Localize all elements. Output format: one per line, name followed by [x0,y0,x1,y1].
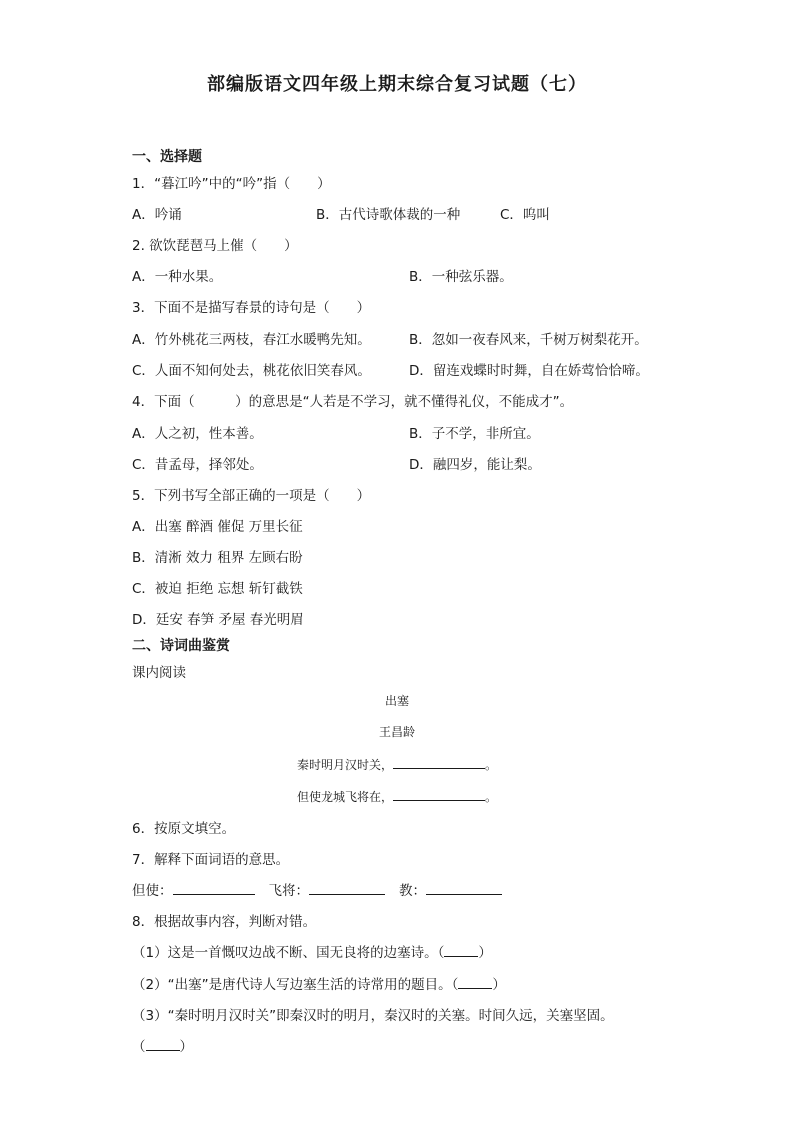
item-2-close: ） [492,977,506,993]
question-6-stem: 6．按原文填空。 [132,821,236,837]
poem-line-2-end: 。 [485,790,498,804]
question-1-option-b: B．古代诗歌体裁的一种 [316,207,461,223]
question-5-option-a: A．出塞 醉酒 催促 万里长征 [132,519,303,535]
question-1-stem: 1．“暮江吟”中的“吟”指（ ） [132,176,331,192]
term-feijiang-label: 飞将： [268,883,309,899]
term-jiao-label: 教： [399,883,426,899]
question-3-stem: 3．下面不是描写春景的诗句是（ ） [132,300,371,316]
question-1-option-a: A．吟诵 [132,207,182,223]
page-title: 部编版语文四年级上期末综合复习试题（七） [207,74,587,95]
term-danshi-blank[interactable] [173,880,255,895]
poem-line-1-text: 秦时明月汉时关， [296,758,393,772]
item-3-blank[interactable] [146,1036,180,1051]
poem-line-2-text: 但使龙城飞将在， [296,790,393,804]
item-1-blank[interactable] [444,942,478,957]
poem-author: 王昌龄 [378,725,415,739]
term-danshi-label: 但使： [132,883,173,899]
question-2-stem: 2. 欲饮琵琶马上催（ ） [132,238,298,254]
question-4-option-d: D．融四岁，能让梨。 [409,457,541,473]
question-8-item-3: （3）“秦时明月汉时关”即秦汉时的明月，秦汉时的关塞。时间久远，关塞坚固。 [132,1008,614,1024]
question-5-option-c: C．被迫 拒绝 忘想 斩钉截铁 [132,581,303,597]
item-3-open: （ [132,1039,146,1055]
item-2-blank[interactable] [458,974,492,989]
question-3-option-b: B．忽如一夜春风来，千树万树梨花开。 [409,332,648,348]
question-5-option-d: D．廷安 春笋 矛屋 春光明眉 [132,612,304,628]
question-4-option-b: B．子不学，非所宜。 [409,426,540,442]
question-7-terms [132,879,502,899]
question-8-item-2 [132,973,506,993]
question-4-option-a: A．人之初，性本善。 [132,426,263,442]
question-5-stem: 5．下列书写全部正确的一项是（ ） [132,488,371,504]
poem-title: 出塞 [384,694,409,708]
item-1-close: ） [478,945,492,961]
item-1-text: （1）这是一首慨叹边战不断、国无良将的边塞诗。（ [132,945,445,961]
question-1-option-c: C．呜叫 [500,207,550,223]
poem-line-2-blank[interactable] [393,786,485,801]
section-heading-choice: 一、选择题 [132,149,202,165]
question-3-option-d: D．留连戏蝶时时舞，自在娇莺恰恰啼。 [409,363,649,379]
poem-line-2 [0,786,794,805]
term-jiao-blank[interactable] [426,880,502,895]
question-2-option-b: B．一种弦乐器。 [409,269,513,285]
poem-line-1-end: 。 [485,758,498,772]
item-2-text: （2）“出塞”是唐代诗人写边塞生活的诗常用的题目。（ [132,977,459,993]
term-feijiang-blank[interactable] [309,880,385,895]
reading-subheading: 课内阅读 [132,665,186,681]
poem-line-1-blank[interactable] [393,754,485,769]
question-4-option-c: C．昔孟母，择邻处。 [132,457,263,473]
item-3-close: ） [179,1039,193,1055]
question-7-stem: 7．解释下面词语的意思。 [132,852,290,868]
question-8-item-3-answer [132,1035,193,1055]
question-8-stem: 8．根据故事内容，判断对错。 [132,914,317,930]
question-4-stem: 4．下面（ ）的意思是“人若是不学习，就不懂得礼仪，不能成才”。 [132,394,574,410]
question-3-option-c: C．人面不知何处去，桃花依旧笑春风。 [132,363,371,379]
question-8-item-1 [132,941,492,961]
question-3-option-a: A．竹外桃花三两枝，春江水暖鸭先知。 [132,332,371,348]
question-5-option-b: B．清淅 效力 租界 左顾右盼 [132,550,303,566]
question-2-option-a: A．一种水果。 [132,269,223,285]
section-heading-poetry: 二、诗词曲鉴赏 [132,638,230,654]
poem-line-1 [0,754,794,773]
